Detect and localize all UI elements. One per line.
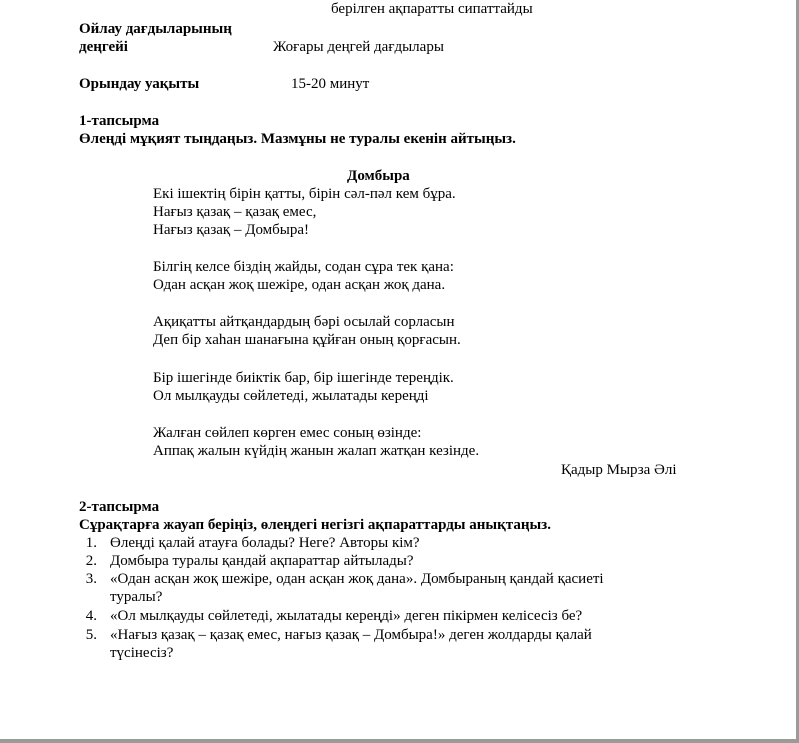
question-number: 4.	[85, 608, 97, 624]
thinking-levels-label-line2: деңгейі	[79, 39, 128, 55]
question-number: 3.	[85, 571, 97, 587]
question-number: 2.	[85, 553, 97, 569]
task2-instruction: Сұрақтарға жауап беріңіз, өлеңдегі негізгі ақпараттарды анықтаңыз.	[79, 517, 551, 533]
poem-line: Ол мылқауды сөйлетеді, жылатады кереңді	[153, 388, 429, 404]
thinking-levels-label-line1: Ойлау дағдыларының	[79, 21, 232, 37]
question-text: «Нағыз қазақ – қазақ емес, нағыз қазақ – Домбыра!» деген жолдарды қалай	[110, 627, 592, 643]
thinking-levels-value: Жоғары деңгей дағдылары	[273, 39, 444, 55]
question-number: 1.	[85, 535, 97, 551]
viewer-bottom-border	[0, 739, 799, 743]
poem-line: Деп бір хаһан шанағына құйған оның қорғасын.	[153, 332, 461, 348]
time-value: 15-20 минут	[291, 76, 370, 92]
poem-author: Қадыр Мырза Әлі	[561, 462, 677, 478]
time-label: Орындау уақыты	[79, 76, 200, 92]
question-text: Домбыра туралы қандай ақпараттар айтылады?	[110, 553, 414, 569]
poem-line: Білгің келсе біздің жайды, содан сұра тек қана:	[153, 259, 454, 275]
poem-line: Ақиқатты айтқандардың бәрі осылай сорласын	[153, 314, 455, 330]
poem-line: Аппақ жалын күйдің жанын жалап жатқан кезінде.	[153, 443, 480, 459]
task2-heading: 2-тапсырма	[79, 499, 160, 515]
question-text: «Одан асқан жоқ шежіре, одан асқан жоқ дана». Домбыраның қандай қасиеті	[110, 571, 604, 587]
top-cut-text: берілген ақпаратты сипаттайды	[331, 1, 533, 17]
question-text: «Ол мылқауды сөйлетеді, жылатады кереңді» деген пікірмен келісесіз бе?	[110, 608, 583, 624]
question-text-cont: туралы?	[110, 589, 163, 605]
poem-line: Одан асқан жоқ шежіре, одан асқан жоқ дана.	[153, 277, 446, 293]
question-number: 5.	[85, 627, 97, 643]
poem-line: Екі ішектің бірін қатты, бірін сәл-пәл кем бұра.	[153, 186, 456, 202]
poem-line: Жалған сөйлеп көрген емес соның өзінде:	[153, 425, 422, 441]
poem-line: Бір ішегінде биіктік бар, бір ішегінде тереңдік.	[153, 370, 454, 386]
question-text: Өлеңді қалай атауға болады? Неге? Авторы кім?	[110, 535, 420, 551]
question-text-cont: түсінесіз?	[110, 645, 174, 661]
poem-line: Нағыз қазақ – Домбыра!	[153, 222, 310, 238]
task1-heading: 1-тапсырма	[79, 113, 160, 129]
poem-title: Домбыра	[347, 168, 410, 184]
task1-instruction: Өлеңді мұқият тыңдаңыз. Мазмұны не туралы екенін айтыңыз.	[79, 131, 516, 147]
poem-line: Нағыз қазақ – қазақ емес,	[153, 204, 317, 220]
